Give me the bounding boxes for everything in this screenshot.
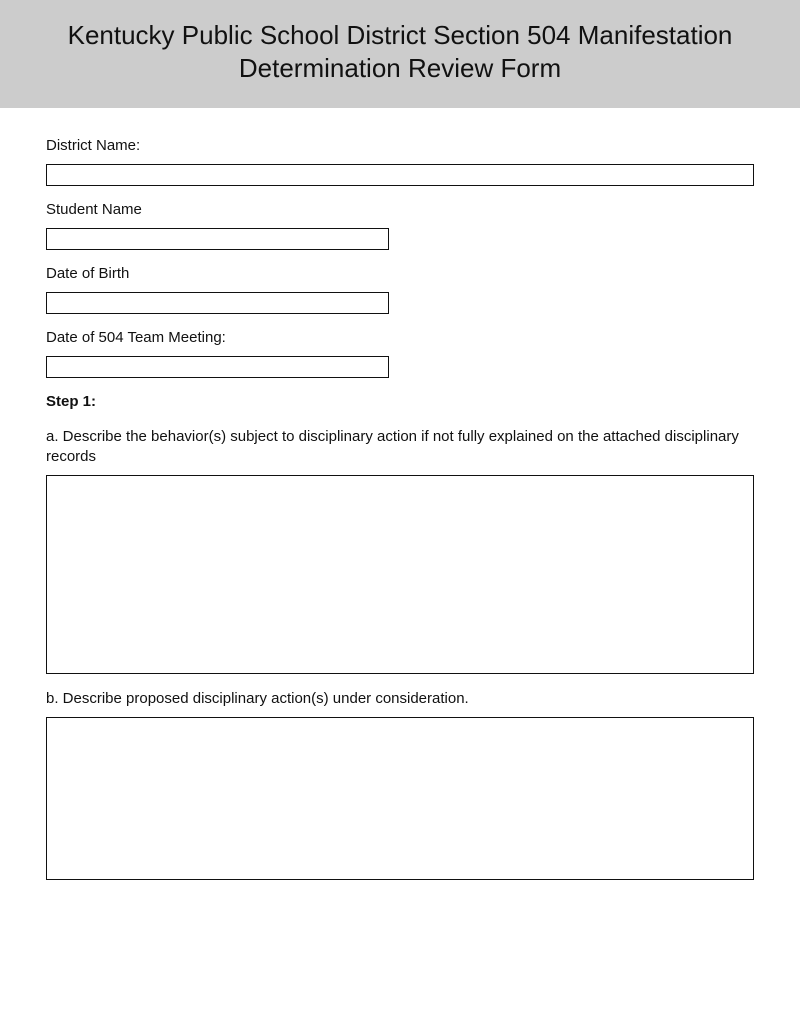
student-name-input[interactable] [46,228,389,250]
student-name-label: Student Name [46,201,142,218]
page-header [0,0,800,108]
step-1-heading: Step 1: [46,393,97,410]
date-of-birth-label: Date of Birth [46,265,130,282]
form-title: Kentucky Public School District Section 504 Manifestation Determination Review Form [67,20,733,83]
meeting-date-input[interactable] [46,356,389,378]
district-name-input[interactable] [46,164,754,186]
date-of-birth-input[interactable] [46,292,389,314]
step-1a-label: a. Describe the behavior(s) subject to disciplinary action if not fully explained on the attached disciplinary records [46,428,739,465]
step-1b-label: b. Describe proposed disciplinary action(s) under consideration. [46,690,469,707]
district-name-label: District Name: [46,137,141,154]
behavior-description-textarea[interactable] [46,475,754,674]
disciplinary-action-textarea[interactable] [46,717,754,880]
meeting-date-label: Date of 504 Team Meeting: [46,329,226,346]
